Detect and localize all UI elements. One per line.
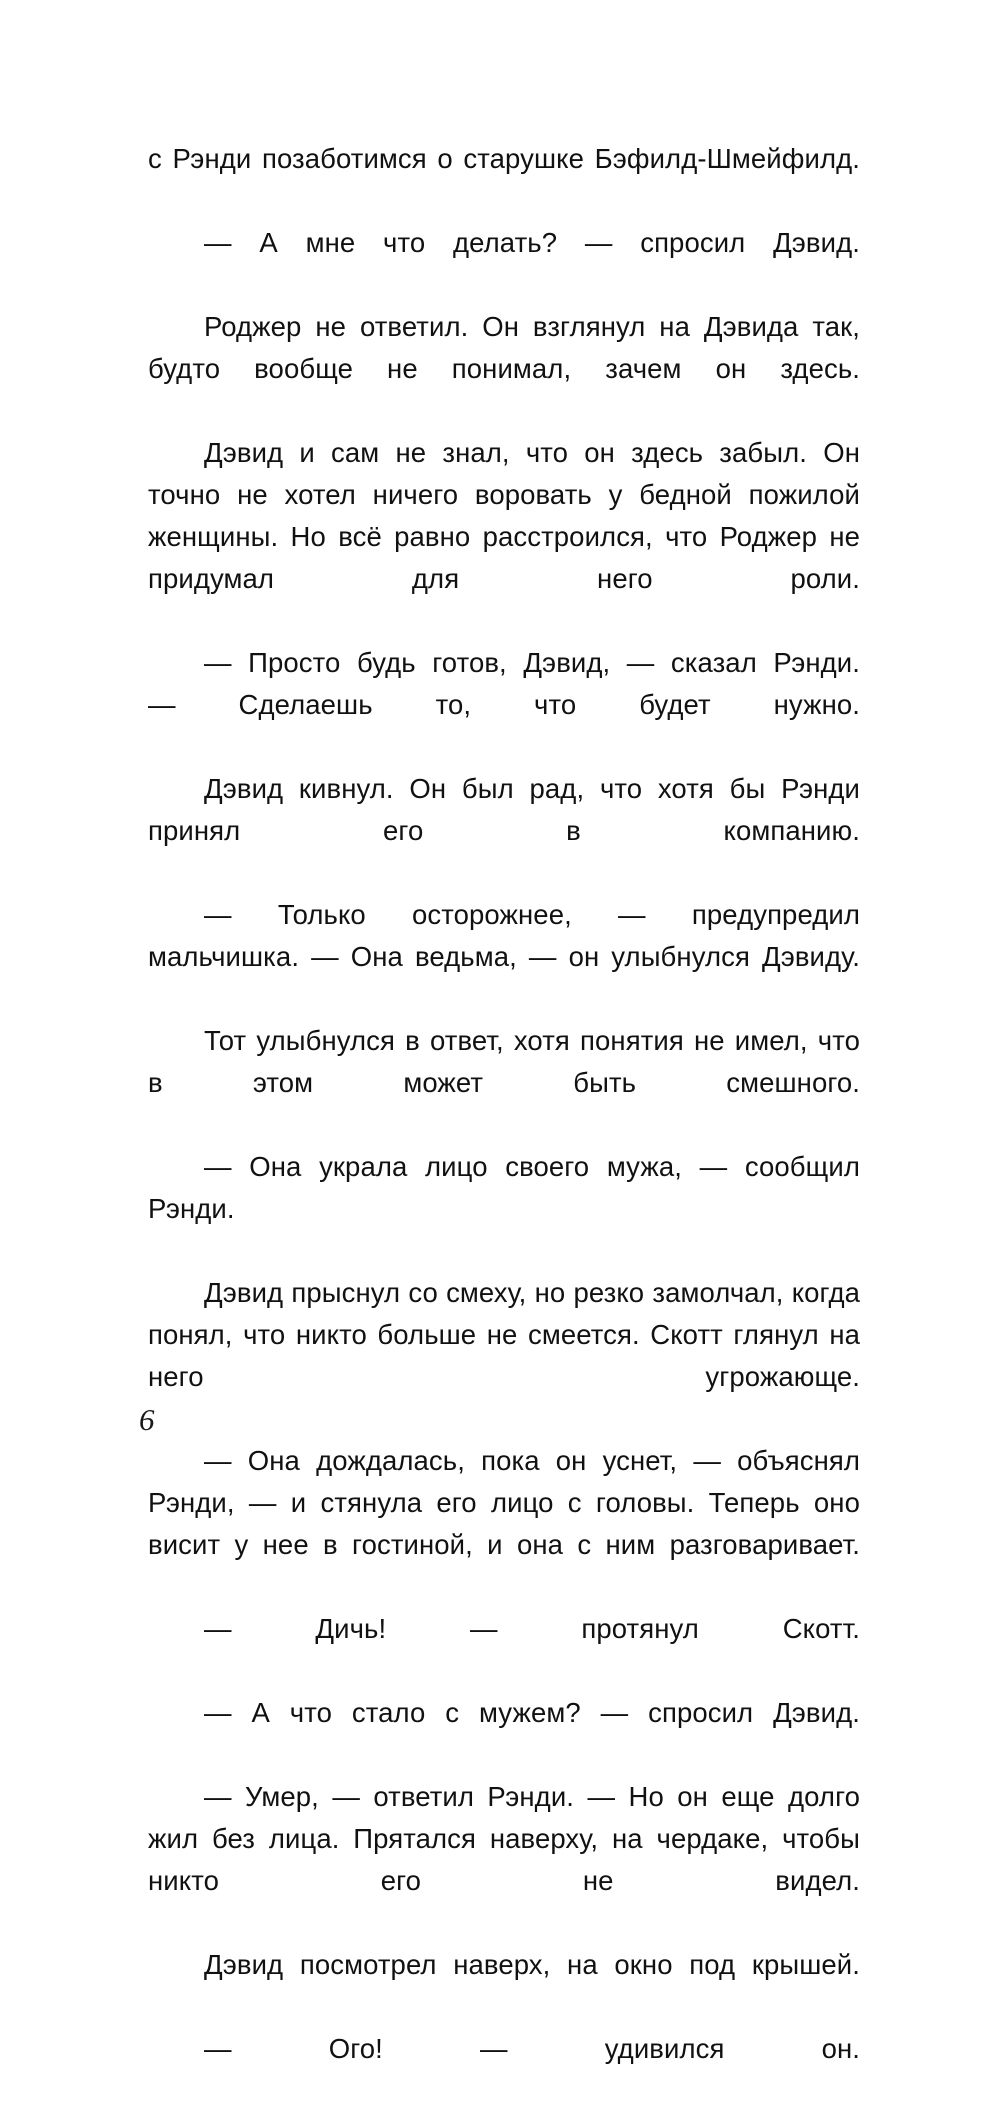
paragraph: — Она украла лицо своего мужа, — сообщил Рэнди. [148,1151,860,1224]
paragraph: — Ого! — удивился он. [204,2033,860,2064]
paragraph: с Рэнди позаботимся о старушке Бэфилд-Шмейфилд. [148,143,860,174]
page-number: 6 [139,1402,155,1437]
paragraph: — А мне что делать? — спросил Дэвид. [204,227,860,258]
paragraph: — А что стало с мужем? — спросил Дэвид. [204,1697,860,1728]
paragraph: — Дичь! — протянул Скотт. [204,1613,860,1644]
paragraph: — Она дождалась, пока он уснет, — объяснял Рэнди, — и стянула его лицо с головы. Теперь оно висит у нее в гостиной, и она с ним разговаривает. [148,1445,860,1560]
page-text-body [148,138,860,2112]
paragraph: Роджер не ответил. Он взглянул на Дэвида так, будто вообще не понимал, зачем он здесь. [148,311,860,384]
paragraph: — Только осторожнее, — предупредил мальчишка. — Она ведьма, — он улыбнулся Дэвиду. [148,899,860,972]
paragraph: — Просто будь готов, Дэвид, — сказал Рэнди. — Сделаешь то, что будет нужно. [148,647,860,720]
paragraph: — Умер, — ответил Рэнди. — Но он еще долго жил без лица. Прятался наверху, на чердаке, чтобы никто его не видел. [148,1781,860,1896]
paragraph: Дэвид кивнул. Он был рад, что хотя бы Рэнди принял его в компанию. [148,773,860,846]
paragraph: Дэвид прыснул со смеху, но резко замолчал, когда понял, что никто больше не смеется. Скотт глянул на него угрожающе. [148,1277,860,1392]
paragraph: Тот улыбнулся в ответ, хотя понятия не имел, что в этом может быть смешного. [148,1025,860,1098]
paragraph: Дэвид и сам не знал, что он здесь забыл. Он точно не хотел ничего воровать у бедной пожилой женщины. Но всё равно расстроился, что Роджер не придумал для него роли. [148,437,860,594]
paragraph: Дэвид посмотрел наверх, на окно под крышей. [204,1949,860,1980]
